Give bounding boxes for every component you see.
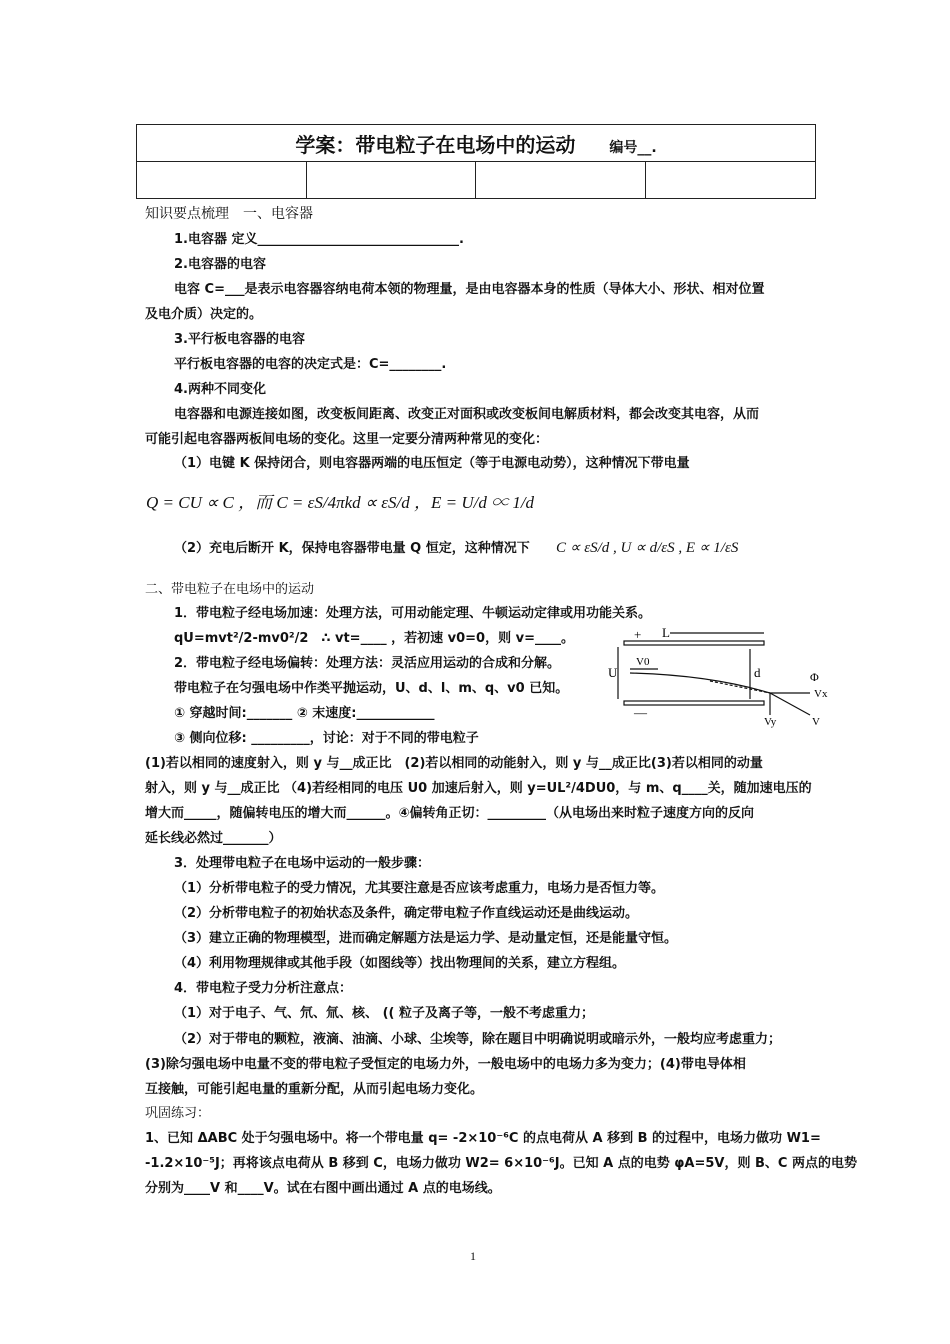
practice-q1c: 分别为____V 和____V。试在右图中画出通过 A 点的电场线。 bbox=[145, 1181, 501, 1196]
s2-p13: 4．带电粒子受力分析注意点： bbox=[174, 981, 353, 996]
s1-p3a: 电容 C=___是表示电容器容纳电荷本领的物理量，是由电容器本身的性质（导体大小、形状、相对位置 bbox=[174, 282, 765, 297]
v-arrow bbox=[770, 693, 810, 715]
s2-p7d: 延长线必然过_______） bbox=[145, 831, 282, 846]
s1-p9: （2）充电后断开 K，保持电容器带电量 Q 恒定，这种情况下 bbox=[174, 541, 530, 556]
header-cell bbox=[476, 162, 646, 199]
s2-p2: qU=mvt²/2-mv0²/2 ∴ vt=____ ，若初速 v0=0，则 v=____。 bbox=[174, 631, 574, 646]
length-label: L bbox=[662, 625, 670, 640]
v0-label: V0 bbox=[636, 656, 650, 668]
s2-p4: 带电粒子在匀强电场中作类平抛运动，U、d、l、m、q、v0 已知。 bbox=[174, 681, 569, 696]
s2-p7c: 增大而_____，随偏转电压的增大而______。④偏转角正切：_________（从电场出来时粒子速度方向的反向 bbox=[145, 806, 755, 821]
s2-p6: ③ 侧向位移: _________，讨论：对于不同的带电粒子 bbox=[174, 731, 479, 746]
plus-label: + bbox=[634, 627, 642, 642]
page-number: 1 bbox=[470, 1249, 476, 1263]
minus-label: — bbox=[634, 705, 647, 720]
header-cell bbox=[137, 162, 307, 199]
practice-heading: 巩固练习： bbox=[145, 1106, 211, 1121]
s1-p6: 4.两种不同变化 bbox=[174, 382, 266, 397]
s2-p3: 2．带电粒子经电场偏转：处理方法：灵活应用运动的合成和分解。 bbox=[174, 656, 561, 671]
s2-p10: （2）分析带电粒子的初始状态及条件，确定带电粒子作直线运动还是曲线运动。 bbox=[174, 906, 639, 921]
formula-2: C ∝ εS/d , U ∝ d/εS , E ∝ 1/εS bbox=[556, 540, 739, 556]
s1-p4: 3.平行板电容器的电容 bbox=[174, 332, 305, 347]
top-plate bbox=[624, 641, 764, 645]
s2-p12: （4）利用物理规律或其他手段（如图线等）找出物理间的关系，建立方程组。 bbox=[174, 956, 626, 971]
s2-p15c: 互接触，可能引起电量的重新分配，从而引起电场力变化。 bbox=[145, 1082, 484, 1097]
header-cell bbox=[306, 162, 476, 199]
s1-p3b: 及电介质）决定的。 bbox=[145, 307, 263, 322]
s2-p15a: （2）对于带电的颗粒，液滴、油滴、小球、尘埃等，除在题目中明确说明或暗示外，一般均应考虑重力； bbox=[174, 1032, 782, 1047]
formula-1: Q = CU ∝ C ，而 C = εS/4πkd ∝ εS/d ，E = U/d ∝ 1/d bbox=[146, 493, 535, 512]
s2-p9: （1）分析带电粒子的受力情况，尤其要注意是否应该考虑重力，电场力是否恒力等。 bbox=[174, 881, 665, 896]
section2-heading: 二、带电粒子在电场中的运动 bbox=[145, 582, 315, 597]
voltage-label: U bbox=[608, 665, 618, 680]
page-title-cell bbox=[137, 125, 816, 162]
practice-q1a: 1、已知 ΔABC 处于匀强电场中。将一个带电量 q= -2×10⁻⁶C 的点电荷从 A 移到 B 的过程中，电场力做功 W1= bbox=[145, 1131, 821, 1146]
v-label: V bbox=[812, 716, 820, 728]
deflection-diagram bbox=[600, 625, 840, 730]
s1-p7a: 电容器和电源连接如图，改变板间距离、改变正对面积或改变板间电解质材料，都会改变其电容，从而 bbox=[174, 407, 760, 422]
s2-p8: 3．处理带电粒子在电场中运动的一般步骤： bbox=[174, 856, 431, 871]
vy-label: Vy bbox=[764, 716, 777, 728]
s1-p5: 平行板电容器的电容的决定式是：C=________. bbox=[174, 357, 447, 372]
header-table bbox=[136, 124, 816, 199]
practice-q1b: -1.2×10⁻⁵J；再将该点电荷从 B 移到 C，电场力做功 W2= 6×10⁻⁶J。已知 A 点的电势 φA=5V，则 B、C 两点的电势 bbox=[145, 1156, 857, 1171]
vx-label: Vx bbox=[814, 688, 828, 700]
s2-p11: （3）建立正确的物理模型，进而确定解题方法是运力学、是动量定恒，还是能量守恒。 bbox=[174, 931, 678, 946]
s2-p7b: 射入，则 y 与__成正比 （4)若经相同的电压 U0 加速后射入，则 y=UL²/4DU0，与 m、q____关，随加速电压的 bbox=[145, 781, 812, 796]
s2-p14: （1）对于电子、气、氘、氚、核、 (( 粒子及离子等，一般不考虑重力； bbox=[174, 1006, 594, 1021]
number-label: 编号__. bbox=[609, 139, 657, 156]
page-title: 学案：带电粒子在电场中的运动 bbox=[295, 132, 576, 157]
s1-p7b: 可能引起电容器两板间电场的变化。这里一定要分清两种常见的变化： bbox=[145, 432, 549, 447]
s2-p15b: (3)除匀强电场中电量不变的带电粒子受恒定的电场力外，一般电场中的电场力多为变力；(4)带电导体相 bbox=[145, 1057, 746, 1072]
extension-line bbox=[710, 681, 770, 693]
s1-p2: 2.电容器的电容 bbox=[174, 257, 266, 272]
s2-p5: ① 穿越时间:_______ ② 末速度:____________ bbox=[174, 706, 435, 721]
s2-p1: 1．带电粒子经电场加速：处理方法，可用动能定理、牛顿运动定律或用功能关系。 bbox=[174, 606, 652, 621]
s1-p1: 1.电容器 定义_______________________________. bbox=[174, 232, 464, 247]
section1-heading: 知识要点梳理 一、电容器 bbox=[145, 206, 313, 222]
gap-label: d bbox=[754, 665, 761, 680]
s1-p8: （1）电键 K 保持闭合，则电容器两端的电压恒定（等于电源电动势），这种情况下带电量 bbox=[174, 456, 690, 471]
header-cell bbox=[646, 162, 816, 199]
trajectory bbox=[630, 673, 770, 693]
phi-label: Φ bbox=[810, 670, 819, 684]
s2-p7a: (1)若以相同的速度射入，则 y 与__成正比 (2)若以相同的动能射入，则 y 与__成正比(3)若以相同的动量 bbox=[145, 756, 763, 771]
